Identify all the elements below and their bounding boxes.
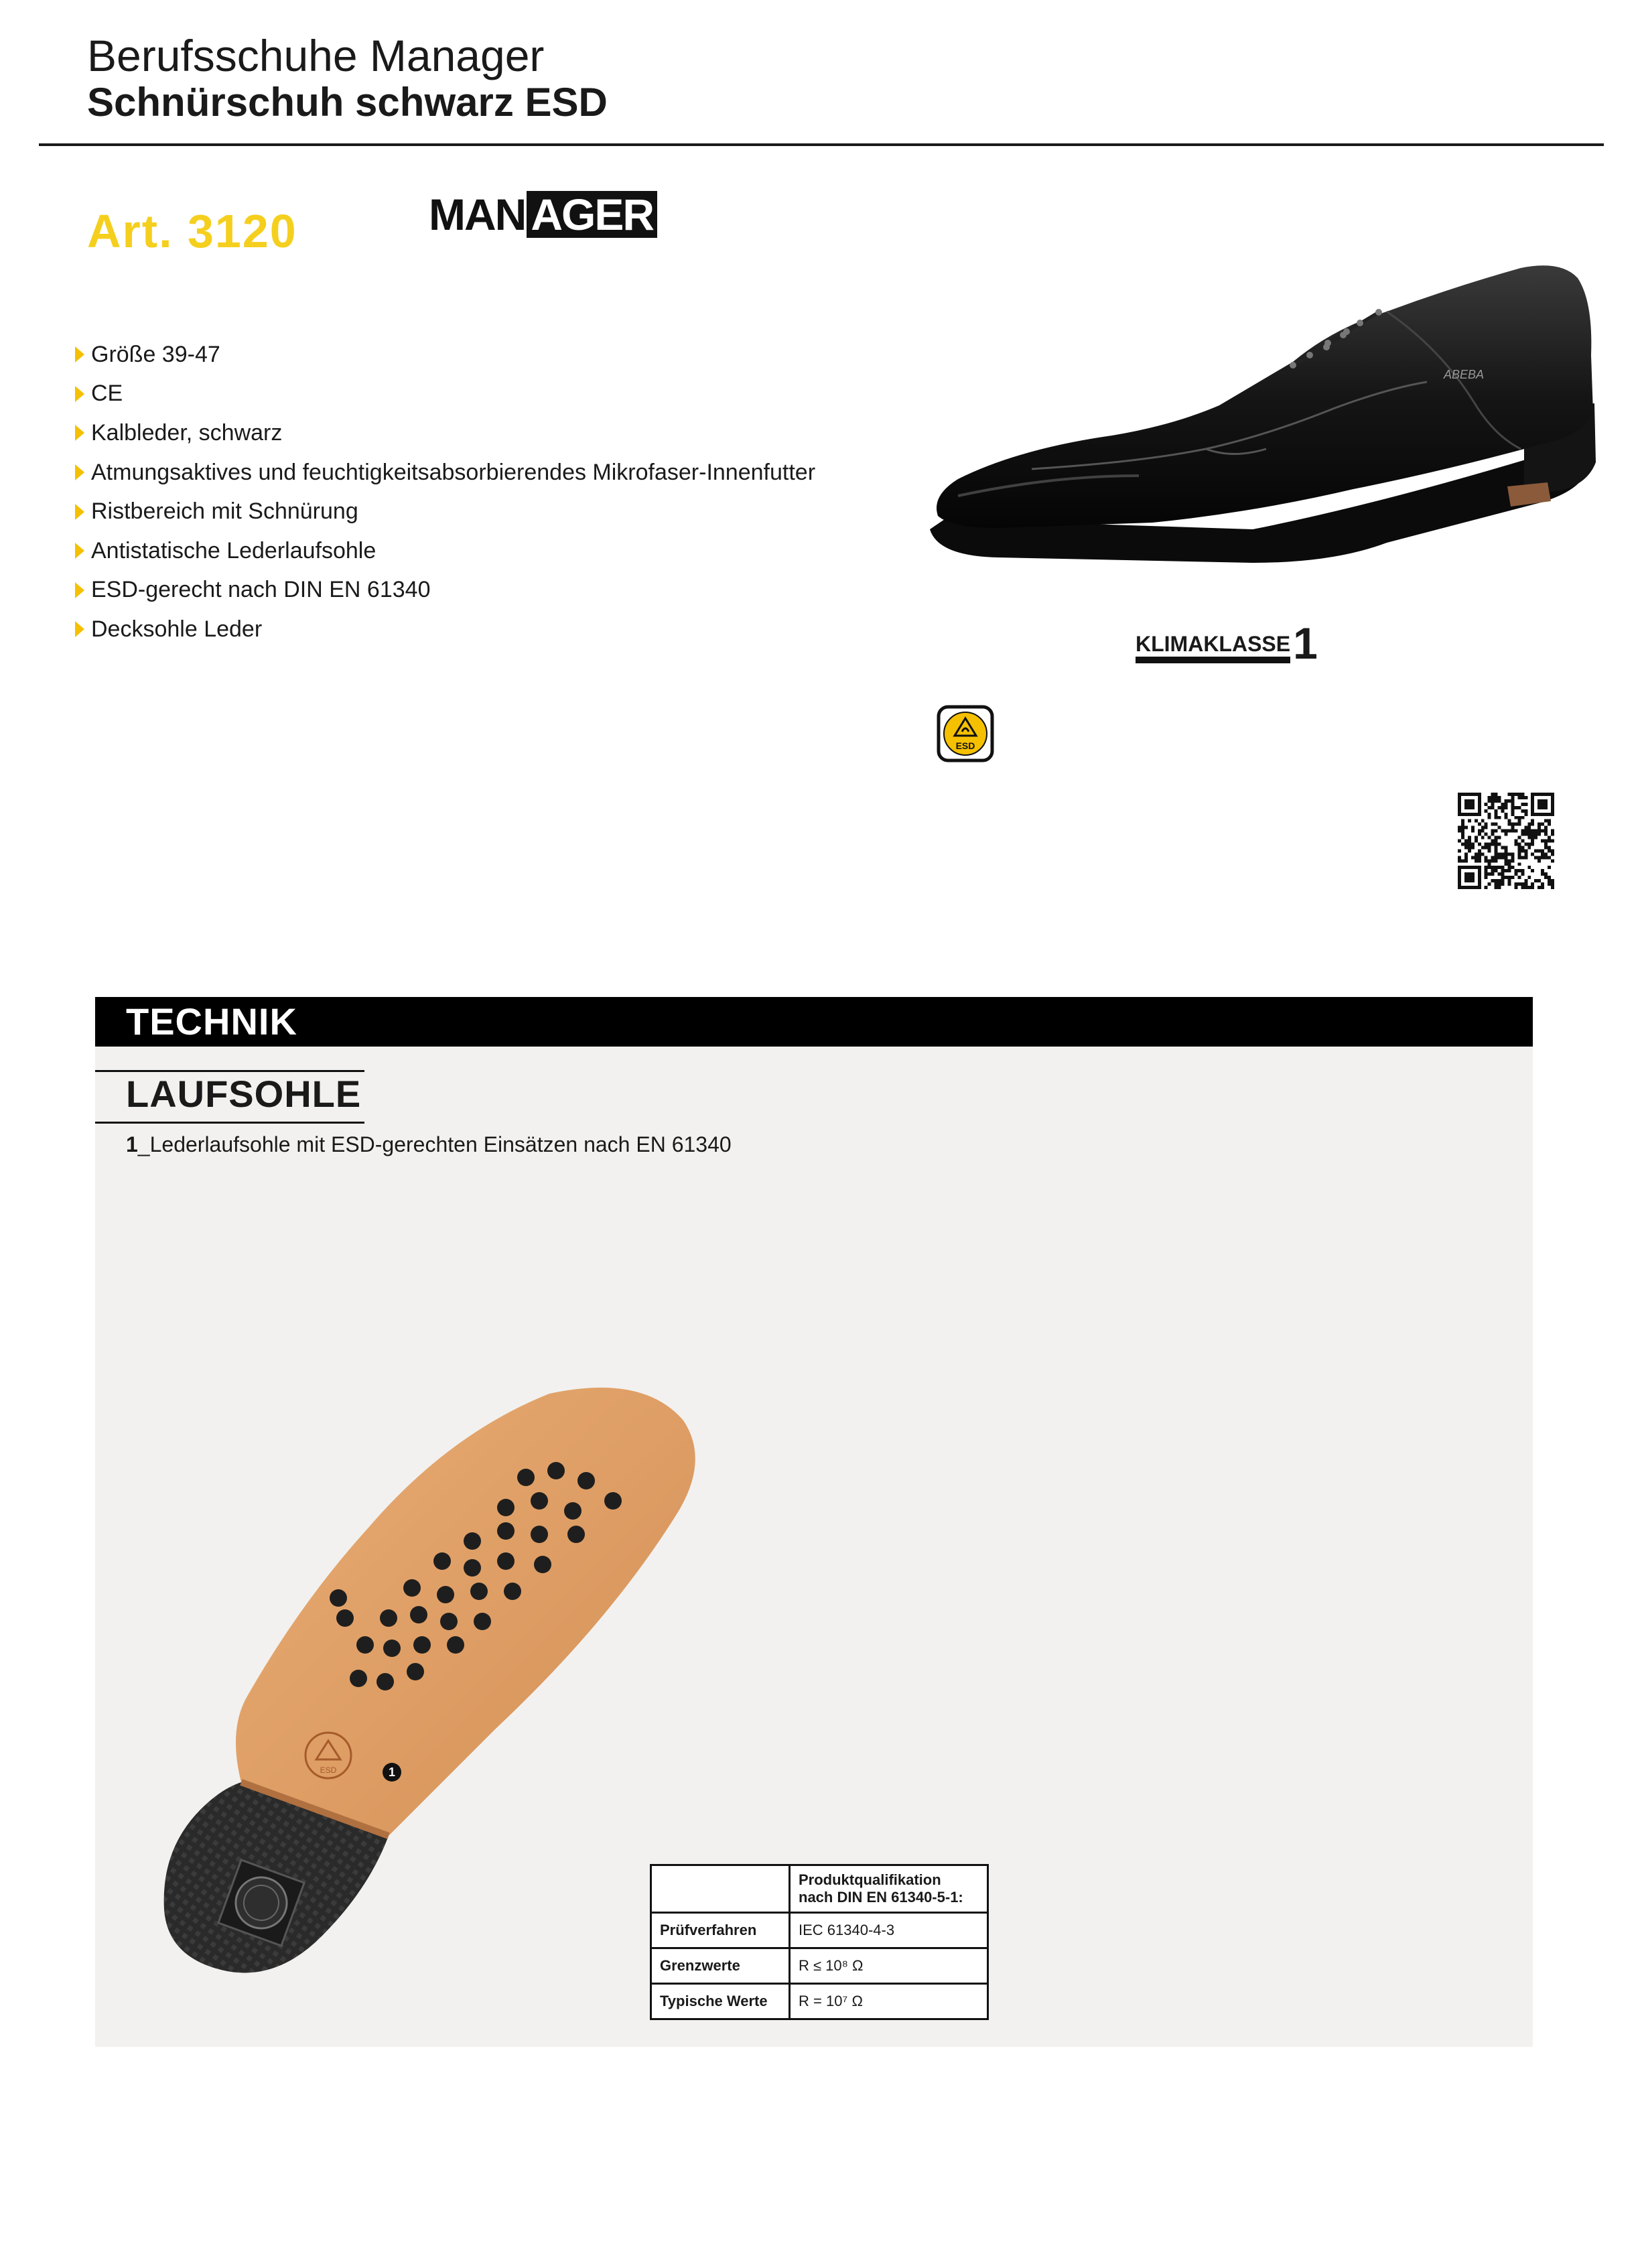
- brand-logo-part2: AGER: [527, 191, 657, 238]
- article-number: Art. 3120: [87, 205, 297, 257]
- spec-table: [650, 1864, 989, 2020]
- sole-stud: [497, 1522, 515, 1540]
- feature-item: CE: [75, 375, 815, 414]
- sole-stud: [330, 1589, 347, 1607]
- sole-stud: [564, 1502, 581, 1520]
- sole-stud: [470, 1583, 488, 1600]
- shoe-product-image: [918, 248, 1601, 583]
- sole-stud: [413, 1636, 431, 1654]
- feature-item: Größe 39-47: [75, 335, 815, 375]
- table-row: Typische Werte R = 10⁷ Ω: [651, 1984, 988, 2019]
- bullet-arrow-icon: [75, 464, 84, 480]
- bullet-arrow-icon: [75, 425, 84, 441]
- technik-heading: TECHNIK: [126, 1000, 297, 1043]
- sole-stud: [336, 1609, 354, 1627]
- laufsohle-heading: LAUFSOHLE: [126, 1073, 362, 1115]
- svg-text:ESD: ESD: [955, 740, 975, 751]
- climate-class-label: KLIMAKLASSE: [1136, 632, 1290, 663]
- sole-stud: [531, 1526, 548, 1543]
- climate-class-value: 1: [1293, 618, 1318, 668]
- sole-stud: [604, 1492, 622, 1510]
- shoe-brand-mark: ABEBA: [1444, 368, 1485, 381]
- sole-stud: [437, 1586, 454, 1603]
- feature-item: Ristbereich mit Schnürung: [75, 492, 815, 531]
- sole-stud: [464, 1559, 481, 1577]
- laufsohle-item-number: 1: [126, 1132, 138, 1156]
- sole-stud: [440, 1613, 458, 1630]
- page-title-line2: Schnürschuh schwarz ESD: [87, 80, 608, 125]
- table-row: Prüfverfahren IEC 61340-4-3: [651, 1913, 988, 1948]
- feature-list: [75, 335, 815, 649]
- sole-stud: [517, 1469, 535, 1486]
- sole-stud: [497, 1499, 515, 1516]
- header-divider: [39, 143, 1604, 146]
- sole-stud: [447, 1636, 464, 1654]
- feature-item: Antistatische Lederlaufsohle: [75, 531, 815, 571]
- bullet-arrow-icon: [75, 346, 84, 362]
- sole-stud: [464, 1532, 481, 1550]
- feature-item: Decksohle Leder: [75, 610, 815, 649]
- bullet-arrow-icon: [75, 543, 84, 559]
- feature-item: ESD-gerecht nach DIN EN 61340: [75, 571, 815, 610]
- sole-stud: [531, 1492, 548, 1510]
- bullet-arrow-icon: [75, 386, 84, 402]
- bullet-arrow-icon: [75, 504, 84, 520]
- feature-item: Atmungsaktives und feuchtigkeitsabsorbierendes Mikrofaser-Innenfutter: [75, 453, 815, 492]
- feature-item: Kalbleder, schwarz: [75, 413, 815, 453]
- brand-logo-part1: MAN: [429, 190, 526, 239]
- sole-stud: [356, 1636, 374, 1654]
- sole-stud: [534, 1556, 551, 1573]
- sole-stud: [547, 1462, 565, 1479]
- qr-code-icon[interactable]: [1458, 793, 1554, 889]
- sole-stud: [577, 1472, 595, 1489]
- sole-stud: [380, 1609, 397, 1627]
- bullet-arrow-icon: [75, 621, 84, 637]
- sole-stud: [497, 1552, 515, 1570]
- sole-stud: [410, 1606, 427, 1623]
- spec-table-header: [651, 1865, 988, 1913]
- page-title-line1: Berufsschuhe Manager: [87, 31, 545, 80]
- esd-warning-icon: [937, 705, 994, 762]
- laufsohle-item-text: _Lederlaufsohle mit ESD-gerechten Einsätzen nach EN 61340: [137, 1132, 732, 1156]
- sole-callout-number: 1: [388, 1765, 396, 1779]
- sole-stud: [403, 1579, 421, 1597]
- sole-stud: [504, 1583, 521, 1600]
- svg-text:ESD: ESD: [320, 1765, 337, 1775]
- sole-stud: [350, 1670, 367, 1687]
- sole-stud: [433, 1552, 451, 1570]
- table-row: Grenzwerte R ≤ 10⁸ Ω: [651, 1948, 988, 1984]
- bullet-arrow-icon: [75, 582, 84, 598]
- sole-image: [147, 1380, 724, 1997]
- sole-stud: [407, 1663, 424, 1680]
- climate-class-badge: [1136, 618, 1318, 668]
- brand-logo: [429, 191, 657, 238]
- spec-header-label: Produktqualifikation nach DIN EN 61340-5-1:: [790, 1865, 988, 1913]
- spec-header-empty: [651, 1865, 790, 1913]
- sole-stud: [383, 1640, 401, 1657]
- laufsohle-description: [126, 1132, 732, 1157]
- technik-header-bar: [95, 997, 1533, 1047]
- sole-stud: [377, 1673, 394, 1690]
- sole-stud: [474, 1613, 491, 1630]
- sole-stud: [567, 1526, 585, 1543]
